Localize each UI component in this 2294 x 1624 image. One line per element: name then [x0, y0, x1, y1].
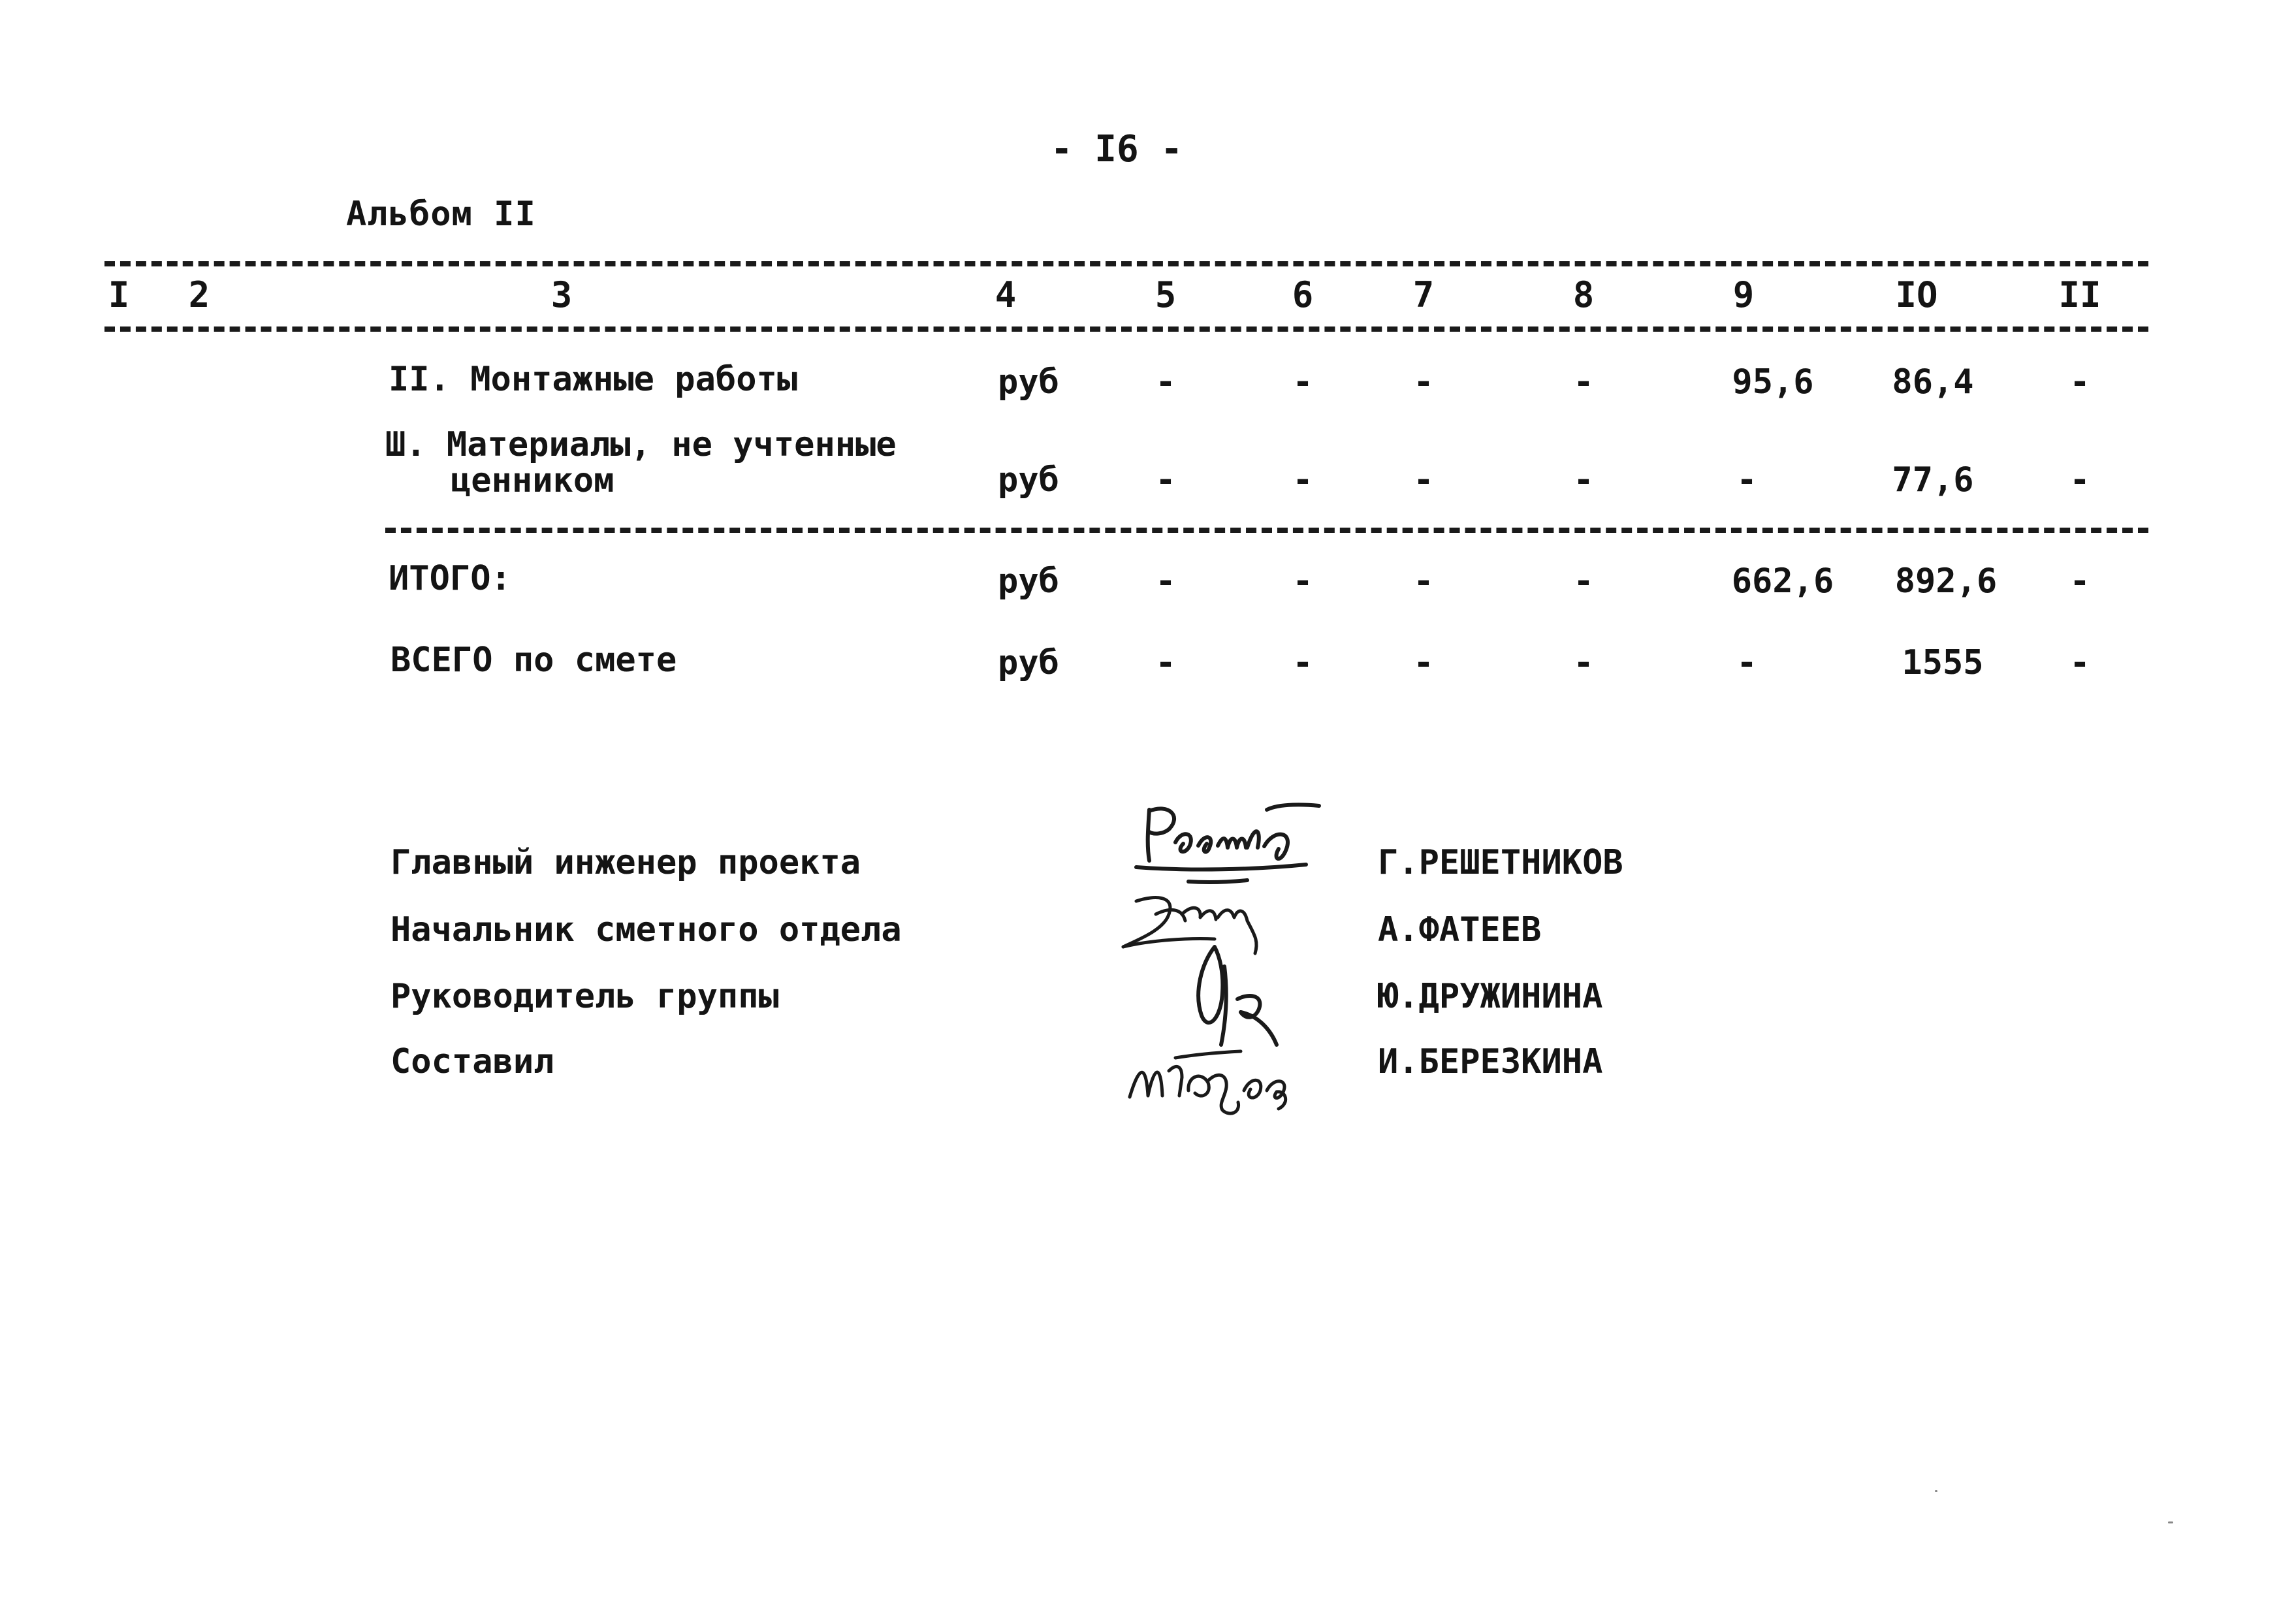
signature-position: Начальник сметного отдела [390, 910, 902, 949]
row-cell-c7: - [1413, 643, 1434, 682]
scan-speck [2168, 1521, 2173, 1523]
row-cell-c8: - [1573, 562, 1594, 601]
row-label: Ш. Материалы, не учтенные [385, 425, 897, 464]
row-cell-c5: - [1155, 362, 1176, 402]
row-cell-c8: - [1573, 460, 1594, 500]
scan-speck [1935, 1490, 1937, 1492]
header-rule-top [104, 261, 2148, 266]
row-cell-c7: - [1413, 362, 1434, 402]
row-cell-c6: - [1292, 362, 1313, 402]
row-cell-c5: - [1155, 460, 1176, 500]
row-unit: руб [998, 460, 1059, 500]
row-cell-c11: - [2069, 460, 2090, 500]
signature-scrawl-berezkina [1130, 1051, 1286, 1113]
row-cell-c8: - [1573, 362, 1594, 402]
row-unit: руб [998, 562, 1059, 601]
column-header-3: 3 [550, 274, 573, 315]
row-cell-c11: - [2069, 562, 2090, 601]
row-cell-c7: - [1413, 460, 1434, 500]
row-cell-c9: - [1736, 460, 1757, 500]
column-header-8: 8 [1572, 274, 1595, 315]
row-label: II. Монтажные работы [389, 360, 798, 399]
column-header-4: 4 [995, 274, 1017, 315]
row-cell-c11: - [2069, 362, 2090, 402]
column-header-9: 9 [1732, 274, 1755, 315]
row-unit: руб [998, 643, 1059, 682]
signature-position: Составил [390, 1042, 554, 1081]
row-label: ИТОГО: [389, 559, 511, 598]
row-cell-c10: 1555 [1902, 643, 1984, 682]
row-label: ВСЕГО по смете [390, 641, 677, 680]
row-cell-c10: 86,4 [1892, 362, 1974, 402]
header-rule-bottom [104, 326, 2148, 332]
column-header-1: I [108, 274, 130, 315]
signature-name: И.БЕРЕЗКИНА [1378, 1042, 1603, 1081]
row-cell-c7: - [1413, 562, 1434, 601]
column-header-5: 5 [1155, 274, 1177, 315]
signature-name: А.ФАТЕЕВ [1378, 910, 1542, 949]
column-header-7: 7 [1412, 274, 1435, 315]
row-cell-c6: - [1292, 643, 1313, 682]
column-header-10: IO [1895, 274, 1938, 315]
row-cell-c9: 662,6 [1731, 562, 1834, 601]
column-header-6: 6 [1292, 274, 1314, 315]
signature-name: Ю.ДРУЖИНИНА [1378, 977, 1603, 1016]
signature-name: Г.РЕШЕТНИКОВ [1378, 843, 1623, 882]
column-header-2: 2 [188, 274, 210, 315]
row-cell-c11: - [2069, 643, 2090, 682]
row-cell-c6: - [1292, 562, 1313, 601]
row-cell-c5: - [1155, 643, 1176, 682]
album-label: Альбом II [346, 195, 536, 234]
row-cell-c8: - [1573, 643, 1594, 682]
row-label-continuation: ценником [451, 461, 614, 500]
row-cell-c9: 95,6 [1732, 362, 1814, 402]
signature-scrawl-druzhinina [1198, 947, 1277, 1045]
page-number: - I6 - [1050, 128, 1183, 170]
handwritten-signatures [1110, 784, 1384, 1136]
row-cell-c6: - [1292, 460, 1313, 500]
row-cell-c10: 892,6 [1894, 562, 1998, 601]
column-header-11: II [2058, 274, 2101, 315]
signature-position: Руководитель группы [390, 977, 779, 1016]
totals-rule [385, 528, 2148, 533]
row-cell-c10: 77,6 [1892, 460, 1974, 500]
signature-position: Главный инженер проекта [390, 843, 861, 882]
signature-scrawl-reshetnikov [1136, 804, 1319, 882]
row-cell-c9: - [1736, 643, 1757, 682]
row-unit: руб [998, 362, 1059, 402]
signature-scrawl-fateev [1123, 898, 1256, 953]
row-cell-c5: - [1155, 562, 1176, 601]
